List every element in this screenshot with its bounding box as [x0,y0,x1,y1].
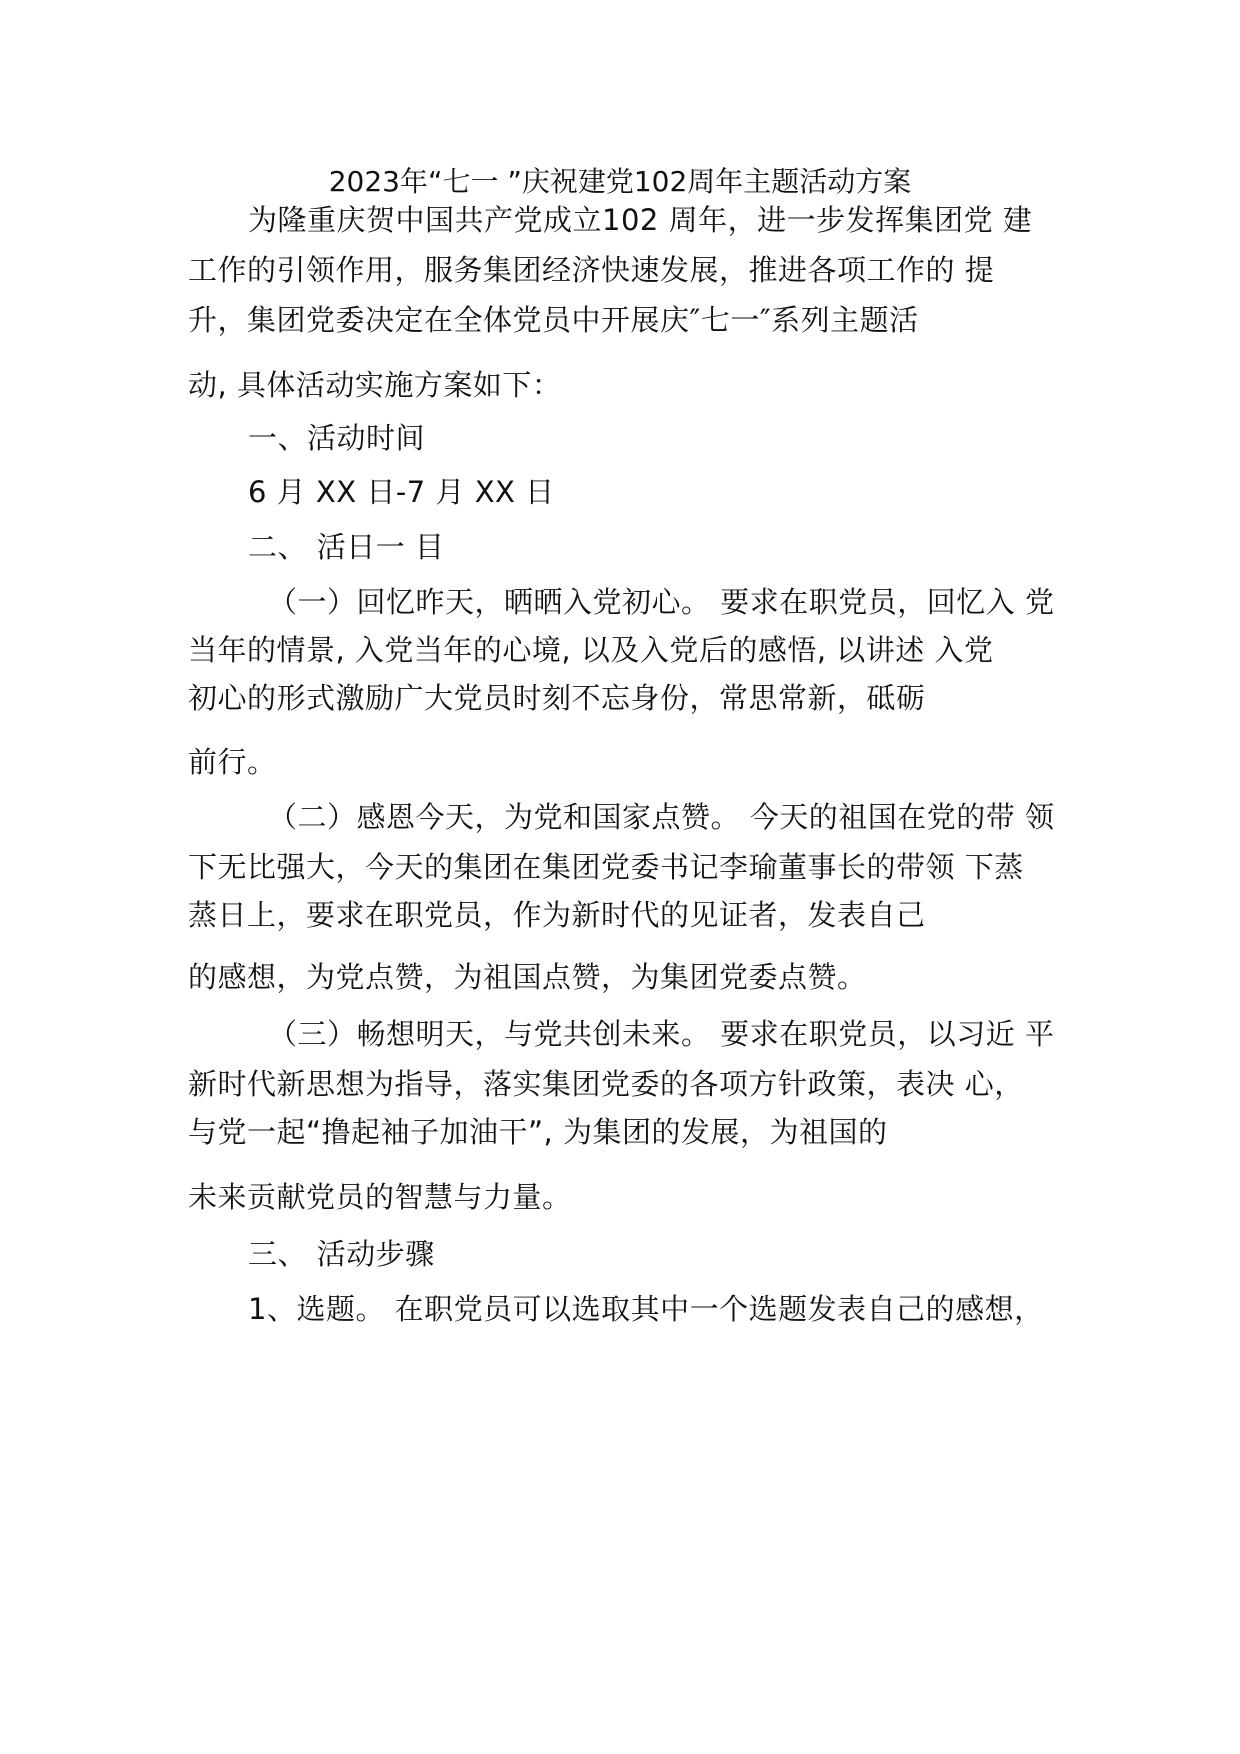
intro-line-4: 动, 具体活动实施方案如下： [188,368,562,402]
item-3-line-2: 新时代新思想为指导，落实集团党委的各项方针政策，表决 心， [188,1067,1024,1101]
document-title: 2023年“七一 ”庆祝建党102周年主题活动方案 [328,165,912,198]
garbled-glyphs: ⽇⼀ ⽬ [346,530,445,564]
intro-line-2: 工作的引领作用，服务集团经济快速发展，推进各项工作的 提 [188,253,995,287]
intro-line-1: 为隆重庆贺中国共产党成立102 周年，进一步发挥集团党 建 [248,203,1033,237]
item-1-line-2: 当年的情景, 入党当年的心境, 以及入党后的感悟, 以讲述 入党 [188,633,994,667]
item-1-line-4: 前行。 [188,745,277,779]
item-2-line-1: （二）感恩今天，为党和国家点赞。 今天的祖国在党的带 领 [268,800,1055,834]
section-heading-content [248,527,444,567]
activity-time-value: 6 月 XX 日-7 月 XX 日 [248,475,555,509]
step-1-text: 1、选题。 在职党员可以选取其中一个选题发表自己的感想， [248,1292,1044,1326]
section-heading-content-text: 二、 活 [248,530,347,564]
section-heading-time: 一、活动时间 [248,421,426,455]
item-2-line-3: 蒸日上，要求在职党员，作为新时代的见证者，发表自己 [188,898,926,932]
section-heading-steps: 三、 活动步骤 [248,1237,435,1271]
item-2-line-4: 的感想，为党点赞，为祖国点赞，为集团党委点赞。 [188,960,867,994]
item-2-line-2: 下无比强大，今天的集团在集团党委书记李瑜董事长的带领 下蒸 [188,850,1024,884]
intro-line-3: 升，集团党委决定在全体党员中开展庆″七一″系列主题活 [188,303,919,337]
item-3-line-3: 与党一起“撸起袖子加油干”, 为集团的发展，为祖国的 [188,1115,888,1149]
item-1-line-1: （一）回忆昨天，晒晒入党初心。 要求在职党员，回忆入 党 [268,585,1055,619]
item-1-line-3: 初心的形式激励广大党员时刻不忘身份，常思常新，砥砺 [188,681,926,715]
item-3-line-4: 未来贡献党员的智慧与力量。 [188,1180,572,1214]
item-3-line-1: （三）畅想明天，与党共创未来。 要求在职党员，以习近 平 [268,1017,1055,1051]
